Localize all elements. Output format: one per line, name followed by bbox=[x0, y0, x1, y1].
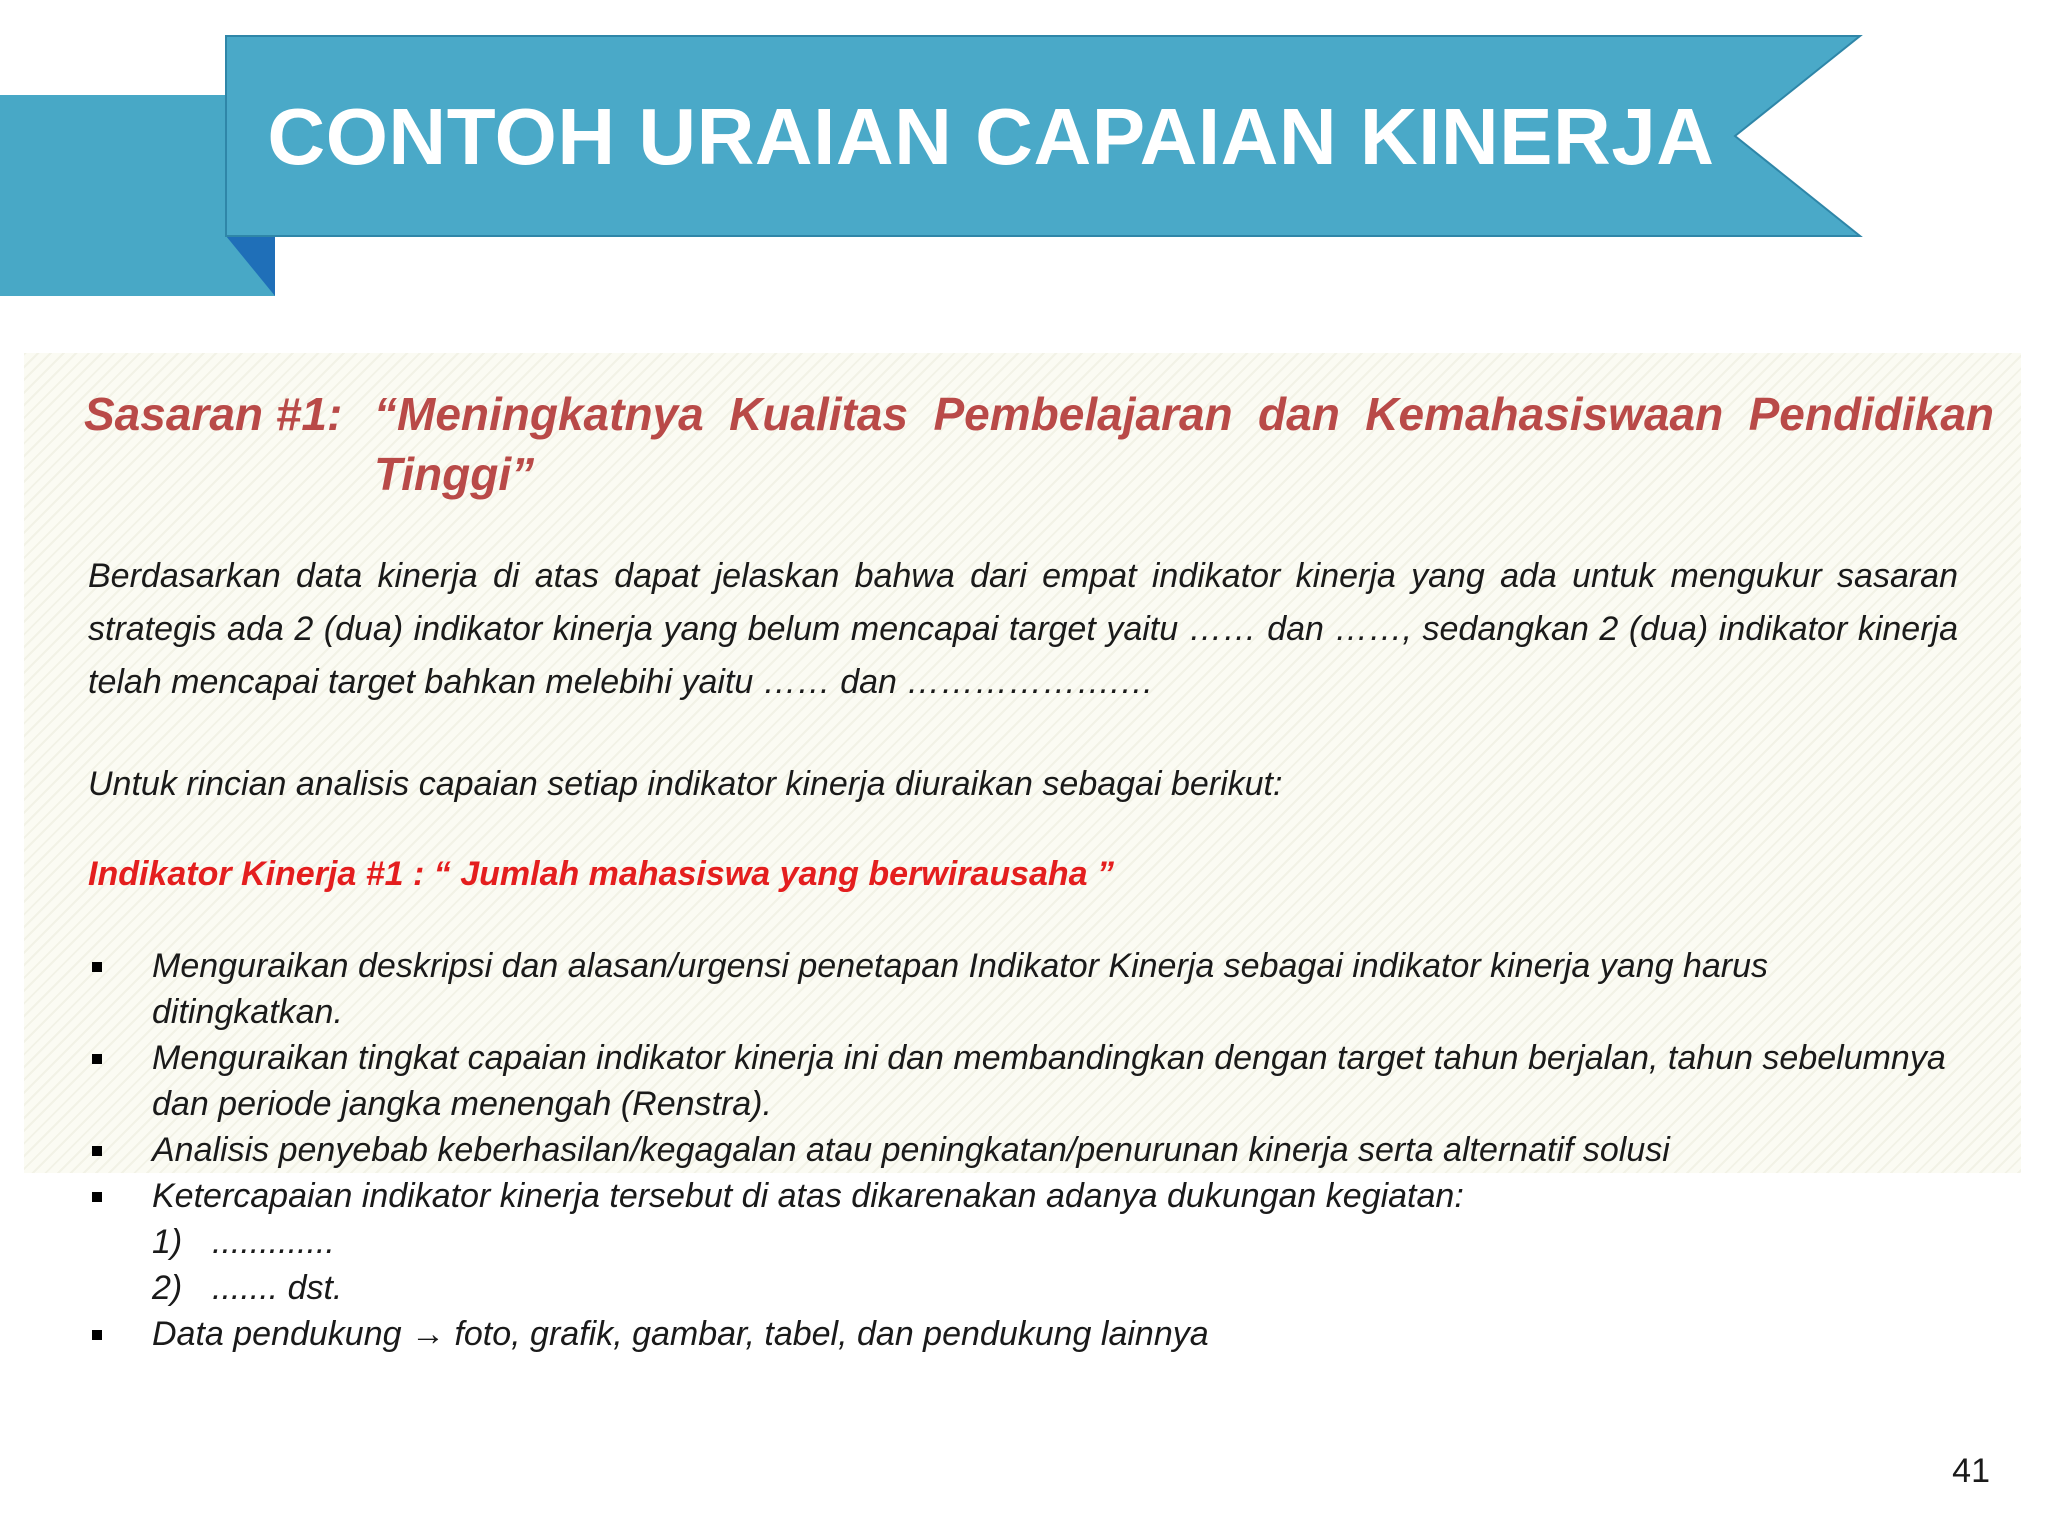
sub-item-number: 1) bbox=[152, 1223, 183, 1261]
square-bullet-icon bbox=[92, 1192, 102, 1202]
page-number: 41 bbox=[1952, 1452, 1990, 1490]
bullet-list bbox=[88, 943, 1958, 1357]
bullet-text-before: Data pendukung bbox=[152, 1315, 402, 1353]
list-item bbox=[88, 943, 1958, 1035]
bullet-text-after: foto, grafik, gambar, tabel, dan pendukung lainnya bbox=[454, 1315, 1209, 1353]
sub-item-text: ............. bbox=[212, 1223, 335, 1261]
sasaran-text: “Meningkatnya Kualitas Pembelajaran dan Kemahasiswaan Pendidikan Tinggi” bbox=[374, 388, 1994, 500]
sasaran-heading bbox=[84, 384, 1994, 504]
bullet-text: Ketercapaian indikator kinerja tersebut di atas dikarenakan adanya dukungan kegiatan: bbox=[152, 1177, 1464, 1215]
sub-item bbox=[152, 1265, 1958, 1311]
list-item bbox=[88, 1035, 1958, 1127]
bullet-text: Analisis penyebab keberhasilan/kegagalan atau peningkatan/penurunan kinerja serta alternatif solusi bbox=[152, 1131, 1670, 1169]
indikator-heading: Indikator Kinerja #1 : “ Jumlah mahasiswa yang berwirausaha ” bbox=[88, 855, 1115, 893]
page-title: CONTOH URAIAN CAPAIAN KINERJA bbox=[267, 92, 1715, 181]
bullet-text: Menguraikan deskripsi dan alasan/urgensi penetapan Indikator Kinerja sebagai indikator kinerja yang harus ditingkatkan. bbox=[152, 947, 1769, 1031]
sasaran-label: Sasaran #1: bbox=[84, 388, 343, 440]
list-item bbox=[88, 1127, 1958, 1173]
bullet-text: Menguraikan tingkat capaian indikator kinerja ini dan membandingkan dengan target tahun berjalan, tahun sebelumnya dan periode jangka menengah (Renstra). bbox=[152, 1039, 1946, 1123]
list-item bbox=[88, 1173, 1958, 1311]
arrow-right-icon: → bbox=[411, 1315, 445, 1353]
sub-item-text: ....... dst. bbox=[212, 1269, 343, 1307]
square-bullet-icon bbox=[92, 1146, 102, 1156]
summary-paragraph: Berdasarkan data kinerja di atas dapat jelaskan bahwa dari empat indikator kinerja yang ada untuk mengukur sasaran strategis ada 2 (dua) indikator kinerja yang belum mencapai target yaitu …… dan ……, sedangkan 2 (dua) indikator kinerja telah mencapai target bahkan melebihi yaitu …… dan ……………….… bbox=[88, 557, 1958, 701]
square-bullet-icon bbox=[92, 962, 102, 972]
list-item bbox=[88, 1311, 1958, 1357]
intro-text: Untuk rincian analisis capaian setiap indikator kinerja diuraikan sebagai berikut: bbox=[88, 765, 1283, 803]
sub-item bbox=[152, 1219, 1958, 1265]
sub-item-number: 2) bbox=[152, 1269, 183, 1307]
square-bullet-icon bbox=[92, 1330, 102, 1340]
square-bullet-icon bbox=[92, 1054, 102, 1064]
